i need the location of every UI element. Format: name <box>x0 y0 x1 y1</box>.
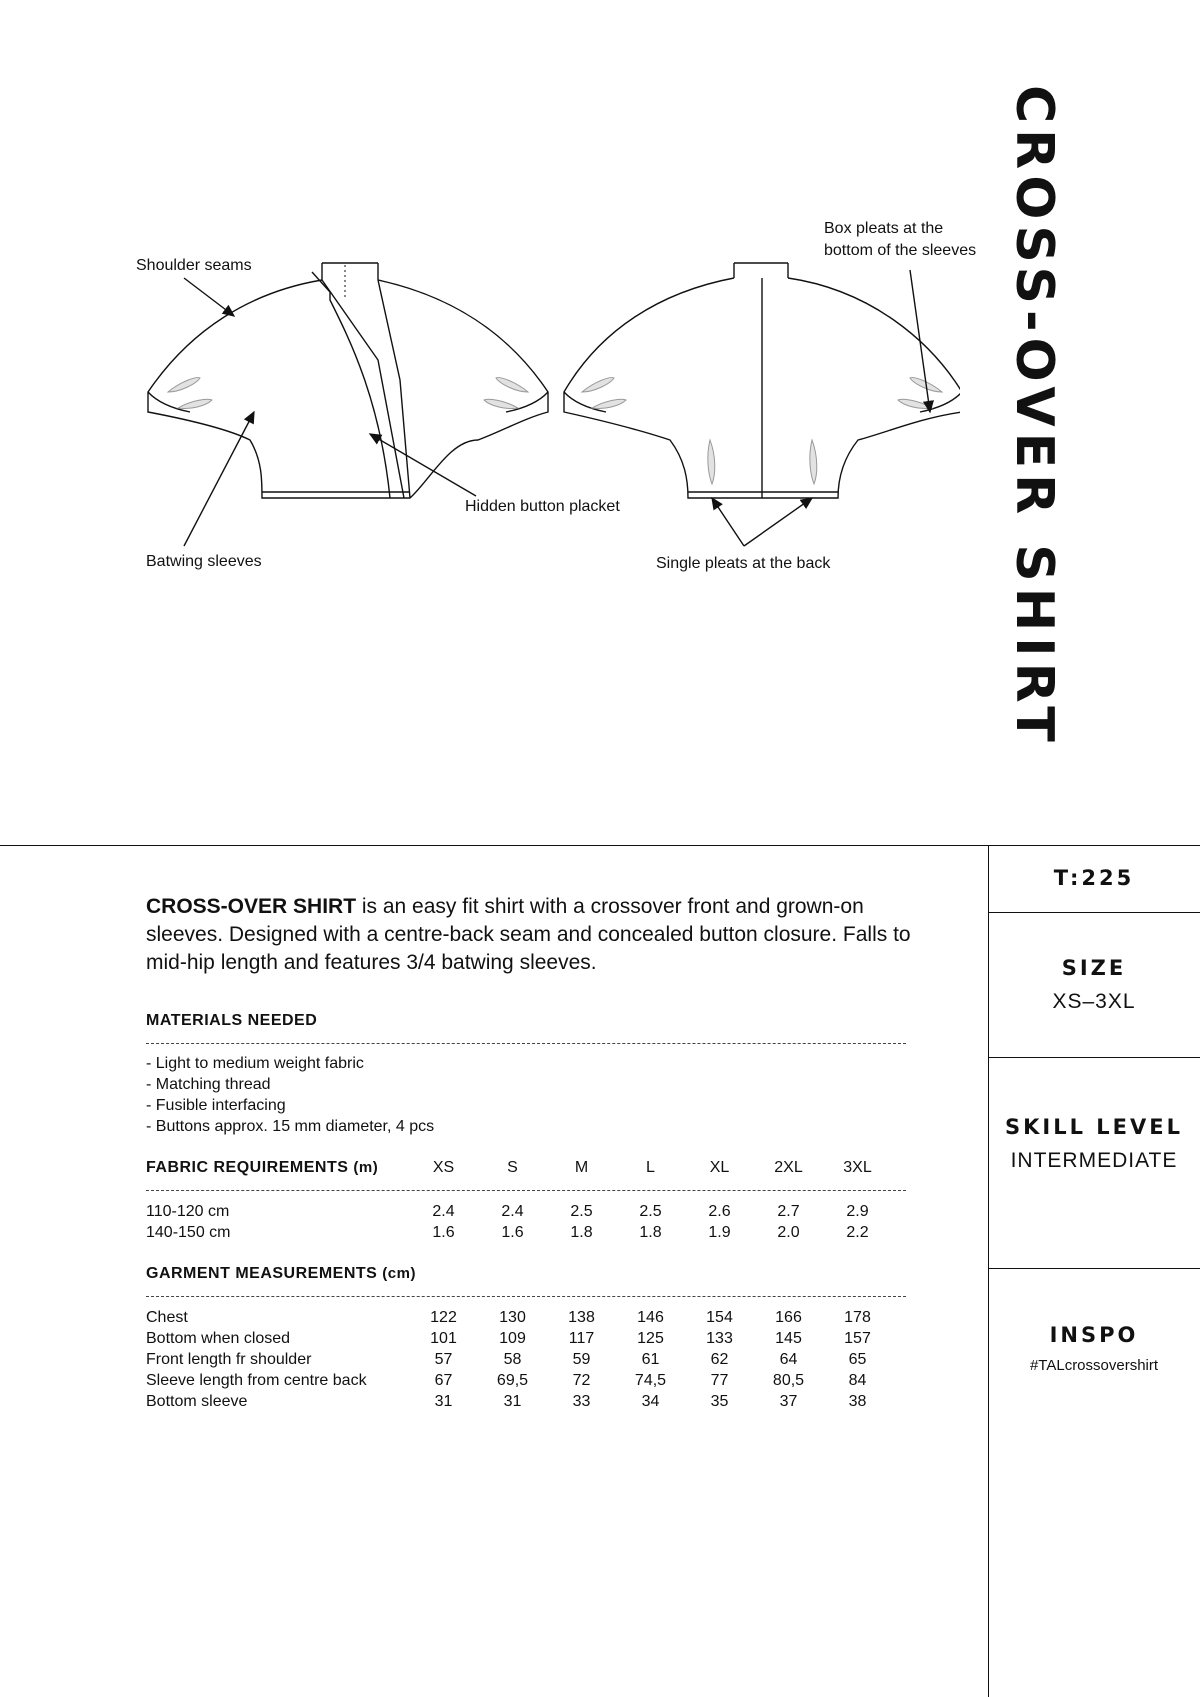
fabric-heading-unit: (m) <box>353 1159 379 1176</box>
table-cell: 84 <box>848 1372 867 1389</box>
row-label: Bottom sleeve <box>146 1393 248 1410</box>
table-cell: 33 <box>572 1393 591 1410</box>
table-cell: 58 <box>503 1351 522 1368</box>
callout-shoulder-seams: Shoulder seams <box>136 257 252 274</box>
materials-item: - Matching thread <box>146 1076 271 1093</box>
callout-hidden-button-placket: Hidden button placket <box>465 498 620 515</box>
skill-level-value: INTERMEDIATE <box>1010 1149 1178 1172</box>
size-header: L <box>646 1159 655 1176</box>
size-header: 3XL <box>843 1159 872 1176</box>
materials-item: - Light to medium weight fabric <box>146 1055 364 1072</box>
section-divider <box>0 845 1200 846</box>
row-label: Bottom when closed <box>146 1330 291 1347</box>
fabric-table <box>146 1201 892 1243</box>
table-cell: 74,5 <box>634 1372 667 1389</box>
materials-item: - Buttons approx. 15 mm diameter, 4 pcs <box>146 1118 435 1135</box>
intro-description: is an easy fit shirt with a crossover front and grown-on sleeves. Designed with a centre-back seam and concealed button closure. Falls to mid-hip length and features 3/4 batwing sleeves. <box>146 895 911 974</box>
table-cell: 59 <box>572 1351 591 1368</box>
table-row <box>146 1328 892 1349</box>
table-cell: 130 <box>499 1309 526 1326</box>
size-header-row <box>409 1159 892 1177</box>
table-cell: 1.6 <box>432 1224 455 1241</box>
sidebar-rule-1 <box>988 912 1200 913</box>
table-cell: 166 <box>775 1309 802 1326</box>
fabric-heading-label: FABRIC REQUIREMENTS <box>146 1159 349 1176</box>
table-row <box>146 1222 892 1243</box>
table-cell: 2.4 <box>432 1203 455 1220</box>
table-cell: 2.0 <box>777 1224 800 1241</box>
pattern-code: T:225 <box>1053 866 1135 890</box>
table-cell: 117 <box>568 1330 595 1347</box>
table-cell: 69,5 <box>496 1372 529 1389</box>
table-cell: 145 <box>775 1330 802 1347</box>
inspo-box <box>988 1323 1200 1374</box>
callout-batwing-sleeves: Batwing sleeves <box>146 553 262 570</box>
size-value: XS–3XL <box>1052 990 1136 1013</box>
materials-list <box>146 1053 434 1137</box>
table-cell: 80,5 <box>772 1372 805 1389</box>
table-cell: 154 <box>706 1309 733 1326</box>
front-view-drawing <box>148 263 548 498</box>
table-cell: 2.5 <box>639 1203 662 1220</box>
table-cell: 1.8 <box>570 1224 593 1241</box>
skill-level-label: SKILL LEVEL <box>1005 1115 1183 1139</box>
table-row <box>146 1201 892 1222</box>
garment-dashed-rule <box>146 1296 906 1297</box>
size-label: SIZE <box>1061 956 1127 980</box>
table-cell: 1.8 <box>639 1224 662 1241</box>
size-box <box>988 956 1200 1014</box>
garment-heading <box>146 1265 416 1283</box>
row-label: Chest <box>146 1309 188 1326</box>
materials-heading: MATERIALS NEEDED <box>146 1012 318 1029</box>
table-cell: 37 <box>779 1393 798 1410</box>
table-cell: 65 <box>848 1351 867 1368</box>
table-row <box>146 1349 892 1370</box>
table-row <box>146 1307 892 1328</box>
technical-drawing <box>0 0 960 620</box>
table-cell: 109 <box>499 1330 526 1347</box>
row-label: 140-150 cm <box>146 1224 231 1241</box>
garment-table <box>146 1307 892 1412</box>
table-row <box>146 1370 892 1391</box>
table-cell: 157 <box>844 1330 871 1347</box>
size-header: XL <box>709 1159 730 1176</box>
pattern-code-box <box>988 866 1200 890</box>
table-cell: 2.2 <box>846 1224 869 1241</box>
table-cell: 34 <box>641 1393 660 1410</box>
table-cell: 125 <box>637 1330 664 1347</box>
table-cell: 2.9 <box>846 1203 869 1220</box>
fabric-dashed-rule <box>146 1190 906 1191</box>
size-header: 2XL <box>774 1159 803 1176</box>
table-cell: 77 <box>710 1372 729 1389</box>
size-header: M <box>574 1159 589 1176</box>
fabric-heading <box>146 1159 378 1177</box>
table-cell: 178 <box>844 1309 871 1326</box>
inspo-label: INSPO <box>1049 1323 1139 1347</box>
sidebar-rule-2 <box>988 1057 1200 1058</box>
intro-product-name: CROSS-OVER SHIRT <box>146 895 357 918</box>
back-view-drawing <box>564 263 960 498</box>
intro-paragraph <box>146 893 926 977</box>
table-cell: 67 <box>434 1372 453 1389</box>
table-cell: 2.7 <box>777 1203 800 1220</box>
size-header: XS <box>432 1159 455 1176</box>
table-cell: 1.9 <box>708 1224 731 1241</box>
table-cell: 35 <box>710 1393 729 1410</box>
inspo-hashtag: #TALcrossovershirt <box>1029 1357 1159 1374</box>
row-label: Front length fr shoulder <box>146 1351 312 1368</box>
callout-box-pleats-line-2: bottom of the sleeves <box>824 242 977 259</box>
size-header: S <box>507 1159 518 1176</box>
table-cell: 101 <box>430 1330 457 1347</box>
table-cell: 61 <box>641 1351 660 1368</box>
table-cell: 57 <box>434 1351 453 1368</box>
table-cell: 138 <box>568 1309 595 1326</box>
callout-box-pleats-line-1: Box pleats at the <box>824 220 944 237</box>
table-cell: 2.4 <box>501 1203 524 1220</box>
table-cell: 72 <box>572 1372 591 1389</box>
skill-level-box <box>988 1115 1200 1173</box>
sidebar-rule-3 <box>988 1268 1200 1269</box>
page-title: CROSS-OVER SHIRT <box>1004 85 1064 748</box>
table-cell: 2.5 <box>570 1203 593 1220</box>
table-cell: 31 <box>434 1393 453 1410</box>
materials-item: - Fusible interfacing <box>146 1097 286 1114</box>
garment-heading-label: GARMENT MEASUREMENTS <box>146 1265 378 1282</box>
table-cell: 38 <box>848 1393 867 1410</box>
table-cell: 122 <box>430 1309 457 1326</box>
row-label: 110-120 cm <box>146 1203 230 1220</box>
table-cell: 1.6 <box>501 1224 524 1241</box>
table-cell: 31 <box>503 1393 522 1410</box>
garment-heading-unit: (cm) <box>382 1265 416 1282</box>
materials-dashed-rule <box>146 1043 906 1044</box>
row-label: Sleeve length from centre back <box>146 1372 367 1389</box>
callout-single-pleats: Single pleats at the back <box>656 555 831 572</box>
table-cell: 62 <box>710 1351 729 1368</box>
table-cell: 2.6 <box>708 1203 731 1220</box>
table-cell: 133 <box>706 1330 733 1347</box>
table-row <box>146 1391 892 1412</box>
table-cell: 64 <box>779 1351 798 1368</box>
table-cell: 146 <box>637 1309 664 1326</box>
